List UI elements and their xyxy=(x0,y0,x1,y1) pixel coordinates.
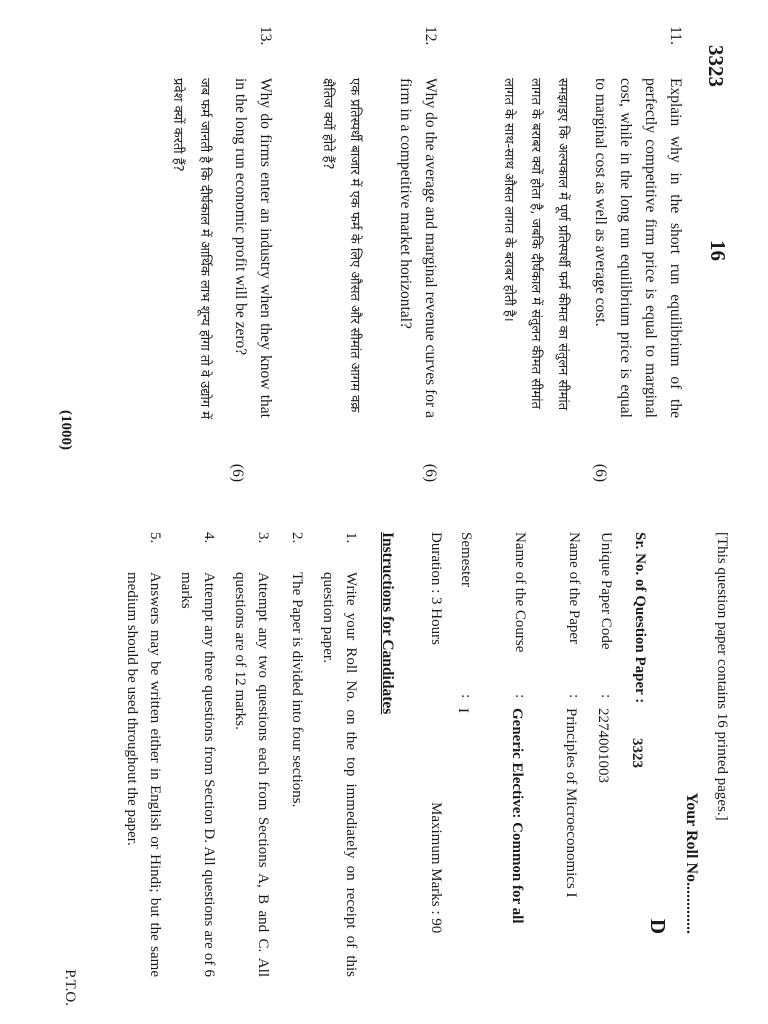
detail-value: Principles of Microeconomics I xyxy=(563,708,579,898)
question-text: Why do the average and marginal revenue curves for a firm in a competitive market horizontal? xyxy=(397,78,439,418)
question-number: 12. xyxy=(422,26,439,46)
detail-label: Name of the Course xyxy=(512,532,528,653)
instruction-number: 5. xyxy=(147,532,163,544)
question-hindi-text: जब फर्म जानती है कि दीर्घकाल में आर्थिक लाभ शून्य होगा तो वे उद्योग में प्रवेश क्यों करती हैं? xyxy=(170,78,212,420)
please-turn-over: P.T.O. xyxy=(62,969,78,1006)
instruction-number: 4. xyxy=(201,532,217,544)
right-page xyxy=(0,512,768,1024)
question-number: 13. xyxy=(257,26,274,46)
detail-value: 2274001003 xyxy=(595,708,611,783)
question-marks: (6) xyxy=(592,463,609,482)
instructions-heading: Instructions for Candidates xyxy=(379,532,396,715)
detail-separator: : xyxy=(598,694,614,699)
instruction-text: The Paper is divided into four sections. xyxy=(289,572,305,808)
copies-count: (1000) xyxy=(58,410,74,450)
detail-label: Name of the Paper xyxy=(566,532,582,645)
maximum-marks: Maximum Marks : 90 xyxy=(428,802,444,934)
instruction-text: Attempt any two questions each from Sections A, B and C. All questions are of 12 marks. xyxy=(232,572,271,977)
set-letter: D xyxy=(646,918,670,934)
detail-separator: : xyxy=(512,694,528,699)
detail-label: Semester xyxy=(458,532,474,587)
detail-value: I xyxy=(455,708,471,713)
left-page xyxy=(0,0,768,505)
instruction-text: Attempt any three questions from Section D. All questions are of 6 marks xyxy=(178,572,217,977)
instruction-text: Write your Roll No. on the top immediately on receipt of this question paper. xyxy=(320,572,359,977)
question-text: Why do firms enter an industry when they know that in the long run economic profit will be zero? xyxy=(232,78,274,418)
detail-value: Generic Elective: Common for all xyxy=(509,708,525,924)
roll-number-area xyxy=(640,512,700,952)
paper-code: 3323 xyxy=(704,45,728,87)
detail-value: 3323 xyxy=(629,738,645,768)
detail-label: Unique Paper Code xyxy=(598,532,614,650)
question-text: Explain why in the short run equilibrium of the perfectly competitive firm price is equal to marginal cost, while in the long run equilibrium price is equal to marginal cost as well as average cost. xyxy=(592,78,684,418)
question-hindi-text: समझाइए कि अल्पकाल में पूर्ण प्रतिस्पर्धी फर्म कीमत का संतुलन सीमांत लागत के बराबर क्यों होता है, जबकि दीर्घकाल में संतुलन कीमत सीमांत लागत के साथ-साथ औसत लागत के बराबर होती है। xyxy=(501,78,570,411)
detail-separator: : xyxy=(458,694,474,699)
duration: Duration : 3 Hours xyxy=(428,532,444,645)
question-marks: (6) xyxy=(422,463,439,482)
detail-separator: : xyxy=(566,694,582,699)
page-number: 16 xyxy=(706,240,730,261)
instruction-number: 2. xyxy=(289,532,305,544)
question-hindi-text: एक प्रतिस्पर्धी बाजार में एक फर्म के लिए औसत और सीमांत आगम वक्र क्षैतिज क्यों होते हैं? xyxy=(320,78,362,413)
instruction-number: 3. xyxy=(255,532,271,544)
printed-pages-note: [This question paper contains 16 printed pages.] xyxy=(714,532,730,821)
roll-number-label: Your Roll No............. xyxy=(683,792,700,934)
question-marks: (6) xyxy=(229,463,246,482)
instruction-text: Answers may be written either in English or Hindi; but the same medium should be used throughout the paper. xyxy=(124,572,163,977)
question-number: 11. xyxy=(667,26,684,45)
detail-label: Sr. No. of Question Paper : xyxy=(632,532,648,704)
instruction-number: 1. xyxy=(343,532,359,544)
